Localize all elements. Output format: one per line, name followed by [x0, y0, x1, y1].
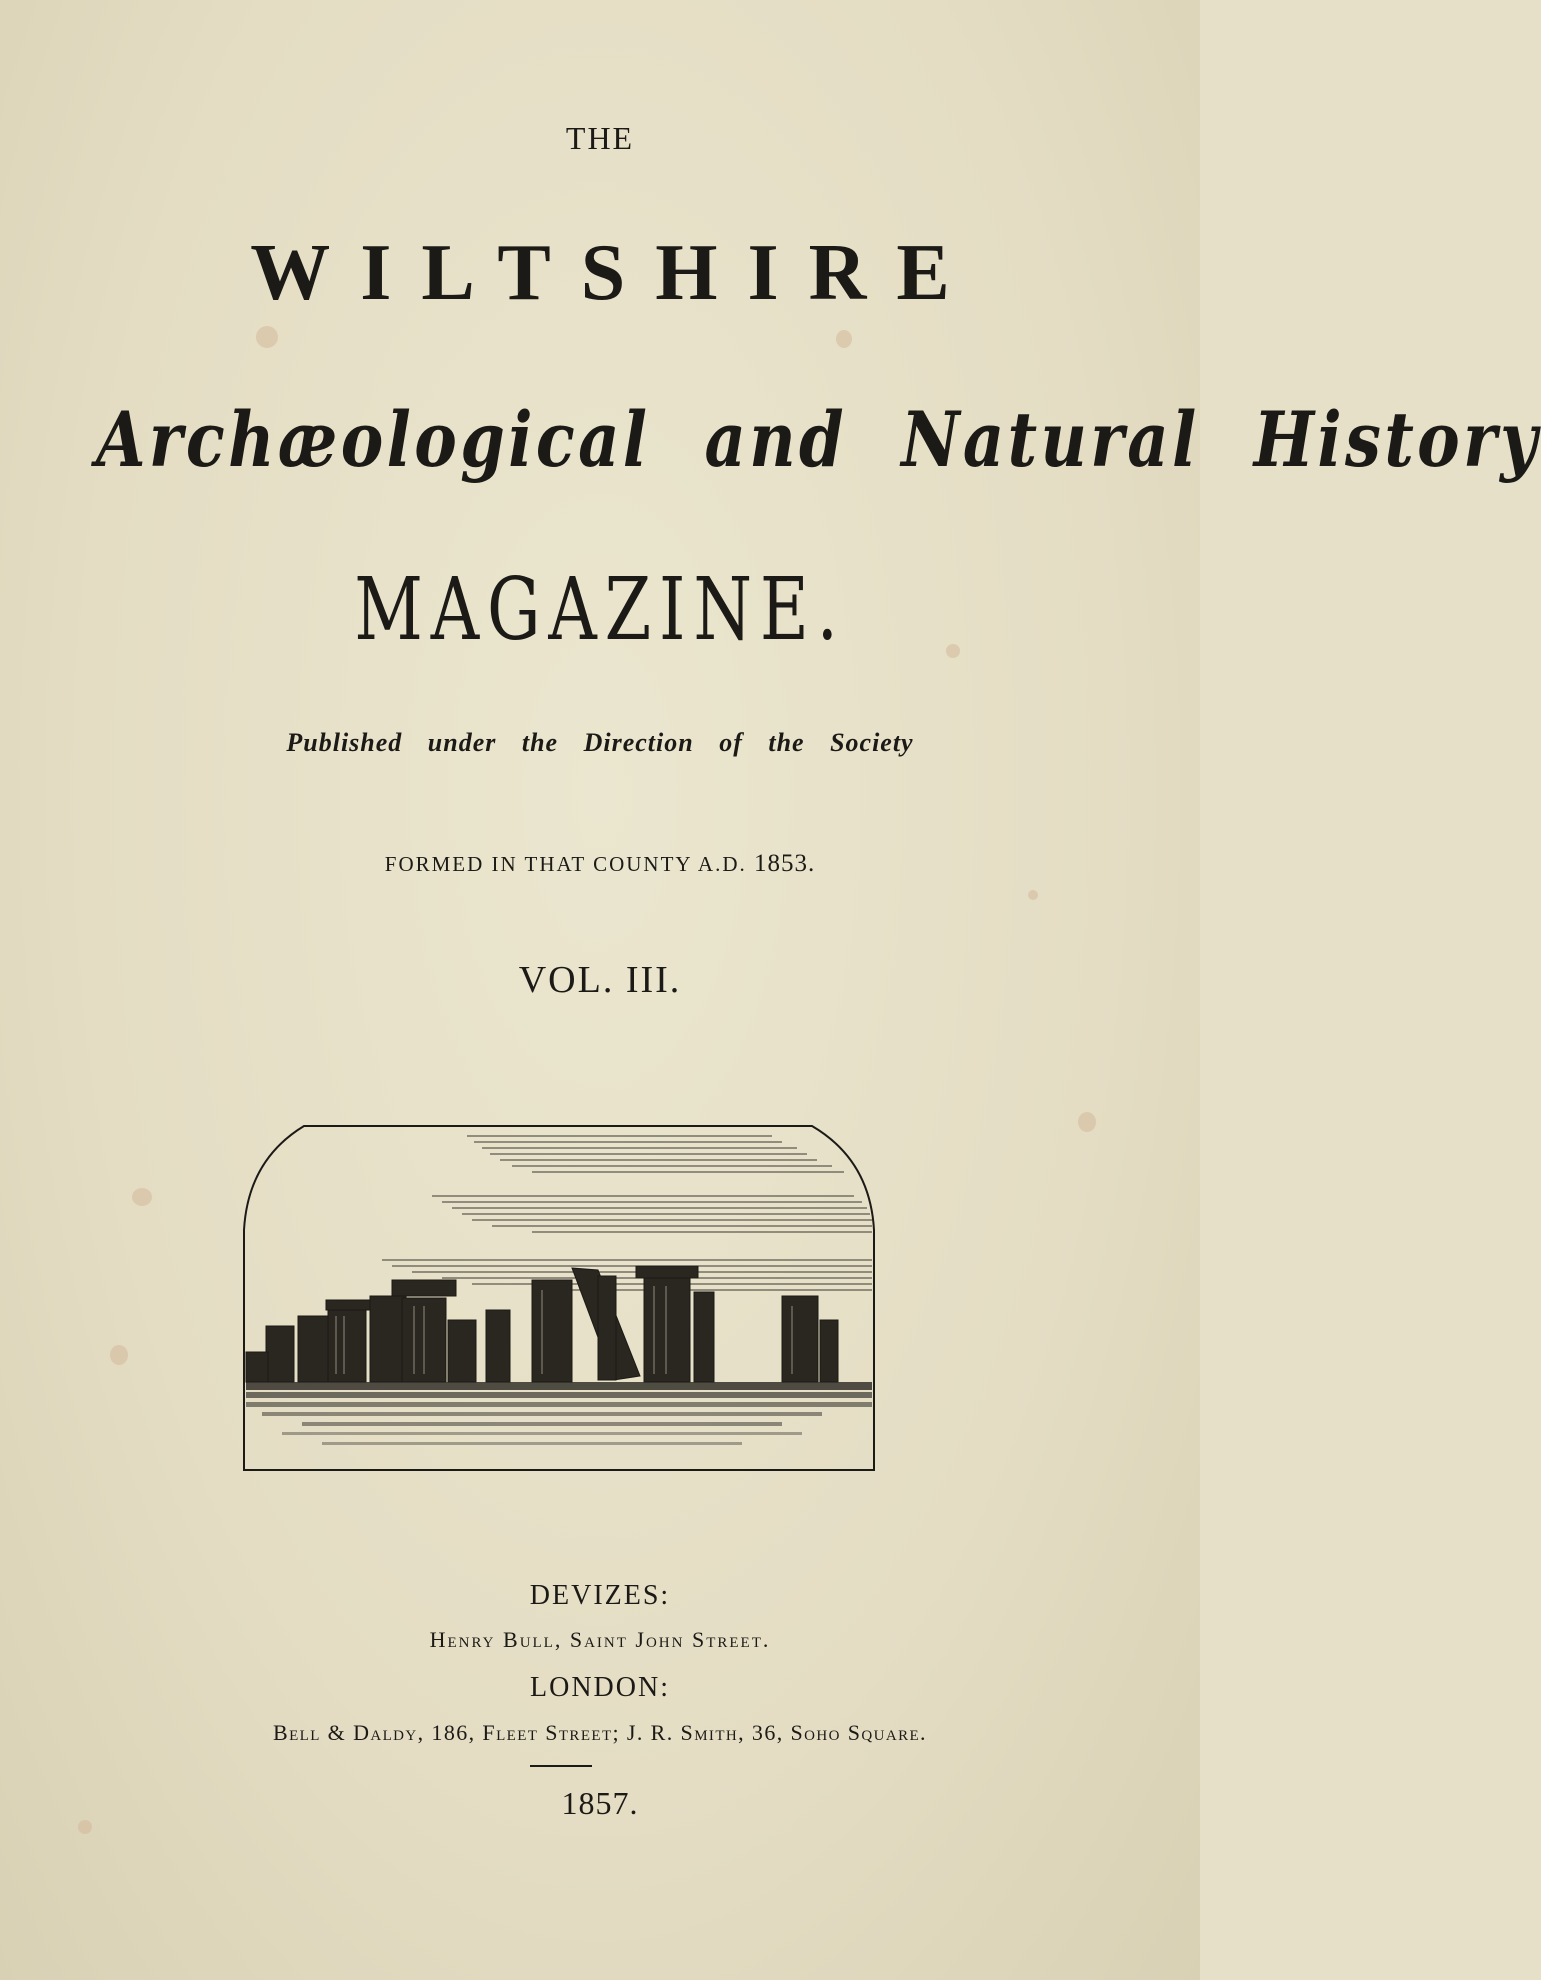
ground [246, 1382, 872, 1445]
foxing-spot [836, 330, 852, 348]
title-subtitle: Archæological and Natural History [96, 395, 1541, 484]
foxing-spot [1028, 890, 1038, 900]
foxing-spot [78, 1820, 92, 1834]
imprint-publisher-devizes: Henry Bull, Saint John Street. [429, 1627, 771, 1652]
publication-year: 1857. [561, 1785, 639, 1821]
stonehenge-engraving [242, 1120, 878, 1472]
title-magazine: MAGAZINE. [354, 560, 846, 660]
foxing-spot [110, 1345, 128, 1365]
foxing-spot [256, 326, 278, 348]
formed-line [0, 850, 1200, 878]
title-article: THE [565, 120, 635, 156]
sky-hatching [382, 1136, 872, 1290]
foxing-spot [132, 1188, 152, 1206]
published-under-line: Published under the Direction of the Society [286, 728, 914, 757]
title-county: WILTSHIRE [250, 229, 980, 317]
imprint-place-devizes: DEVIZES: [529, 1580, 671, 1611]
volume-number: VOL. III. [518, 959, 682, 1001]
imprint-publisher-london: Bell & Daldy, 186, Fleet Street; J. R. Smith, 36, Soho Square. [273, 1720, 927, 1745]
divider-rule [530, 1765, 592, 1767]
formed-text: FORMED IN THAT COUNTY A.D. [384, 852, 747, 876]
formed-year: 1853. [753, 850, 816, 877]
imprint-place-london: LONDON: [530, 1672, 670, 1703]
foxing-spot [1078, 1112, 1096, 1132]
